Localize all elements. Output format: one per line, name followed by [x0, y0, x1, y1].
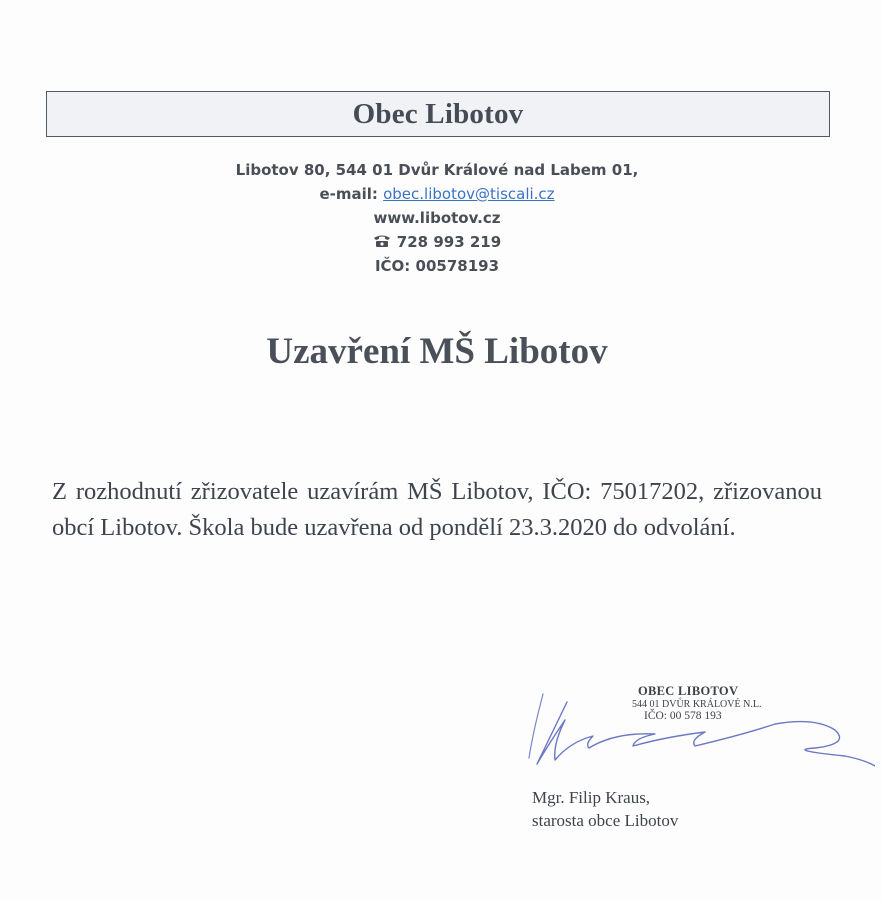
phone-icon [373, 234, 391, 248]
phone-number: 728 993 219 [396, 233, 502, 251]
address-line: Libotov 80, 544 01 Dvůr Králové nad Labem 01, [235, 161, 639, 179]
ico-line: IČO: 00578193 [374, 257, 500, 275]
signer-block [532, 786, 678, 832]
contact-block [0, 158, 874, 278]
email-line [0, 182, 874, 206]
official-stamp [628, 684, 768, 722]
document-heading: Uzavření MŠ Libotov [266, 331, 608, 372]
signer-name: Mgr. Filip Kraus, [532, 788, 651, 807]
email-link[interactable]: obec.libotov@tiscali.cz [383, 185, 555, 203]
title-box [46, 91, 830, 137]
phone-line [0, 230, 874, 254]
stamp-line-1: OBEC LIBOTOV [638, 684, 739, 698]
website-line: www.libotov.cz [373, 209, 501, 227]
document-body: Z rozhodnutí zřizovatele uzavírám MŠ Libotov, IČO: 75017202, zřizovanou obcí Libotov. Škola bude uzavřena od pondělí 23.3.2020 do odvolání. [52, 478, 822, 541]
municipality-title: Obec Libotov [352, 97, 524, 130]
email-label: e-mail: [319, 185, 378, 203]
stamp-line-2: 544 01 DVŮR KRÁLOVÉ N.L. [632, 699, 762, 710]
stamp-line-3: IČO: 00 578 193 [644, 710, 722, 722]
signer-role: starosta obce Libotov [532, 811, 679, 830]
